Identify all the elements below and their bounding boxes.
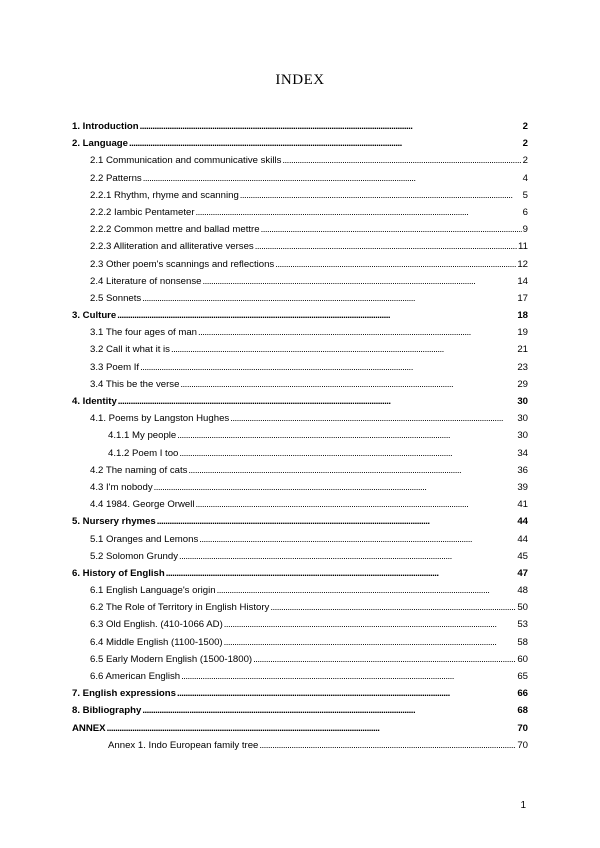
dot-leader	[166, 565, 517, 582]
toc-entry-page: 34	[517, 447, 528, 459]
dot-leader	[118, 393, 517, 410]
toc-entry-page: 36	[517, 464, 528, 476]
toc-entry[interactable]	[72, 290, 528, 307]
dot-leader	[196, 204, 522, 221]
toc-entry[interactable]	[72, 651, 528, 668]
toc-entry-label: 4. Identity	[72, 396, 117, 407]
dot-leader	[217, 582, 517, 599]
toc-entry-label: 8. Bibliography	[72, 705, 142, 717]
toc-entry[interactable]	[72, 599, 528, 616]
toc-entry-label: 2.2.3 Alliteration and alliterative verses	[90, 241, 254, 253]
toc-entry-page: 17	[517, 292, 528, 304]
dot-leader	[142, 702, 516, 719]
toc-entry[interactable]	[72, 513, 528, 530]
dot-leader	[240, 187, 522, 204]
toc-entry-page: 66	[517, 688, 528, 700]
toc-entry-page: 70	[517, 739, 528, 751]
toc-entry-label: 4.1. Poems by Langston Hughes	[90, 413, 230, 425]
toc-entry-page: 2	[522, 138, 528, 150]
dot-leader	[157, 513, 517, 530]
dot-leader	[177, 685, 516, 702]
toc-entry[interactable]	[72, 135, 528, 152]
toc-entry-page: 2	[522, 121, 528, 132]
toc-entry-label: 2. Language	[72, 138, 128, 150]
toc-entry-label: 6.2 The Role of Territory in English History	[90, 602, 270, 614]
dot-leader	[275, 256, 516, 273]
toc-entry-page: 23	[517, 361, 528, 373]
toc-entry-page: 58	[517, 636, 528, 648]
dot-leader	[117, 307, 516, 324]
dot-leader	[129, 135, 522, 152]
toc-entry[interactable]	[72, 634, 528, 651]
toc-entry-label: 6.5 Early Modern English (1500-1800)	[90, 653, 253, 665]
toc-entry-label: 3.3 Poem If	[90, 361, 140, 373]
toc-entry-page: 4	[522, 172, 528, 184]
toc-entry[interactable]	[72, 668, 528, 685]
toc-entry-page: 44	[517, 516, 528, 528]
toc-entry-label: 4.4 1984. George Orwell	[90, 499, 195, 511]
toc-entry-label: 6. History of English	[72, 567, 165, 579]
dot-leader	[230, 410, 516, 427]
toc-entry-page: 30	[517, 430, 528, 442]
dot-leader	[179, 548, 516, 565]
toc-entry[interactable]	[72, 737, 528, 754]
toc-entry-page: 19	[517, 327, 528, 339]
toc-entry-label: 3. Culture	[72, 310, 117, 322]
toc-entry-page: 14	[517, 275, 528, 287]
toc-entry-label: 4.3 I'm nobody	[90, 481, 153, 493]
toc-entry-label: Annex 1. Indo European family tree	[108, 739, 259, 751]
toc-entry[interactable]	[72, 410, 528, 427]
toc-entry-page: 53	[517, 619, 528, 631]
toc-entry[interactable]	[72, 118, 528, 135]
toc-entry-label: 7. English expressions	[72, 688, 176, 700]
toc-entry[interactable]	[72, 273, 528, 290]
dot-leader	[181, 668, 516, 685]
dot-leader	[199, 531, 516, 548]
toc-entry-page: 65	[517, 671, 528, 682]
toc-entry-label: 2.2.1 Rhythm, rhyme and scanning	[90, 189, 239, 201]
toc-entry[interactable]	[72, 376, 528, 393]
dot-leader	[196, 496, 517, 513]
toc-entry-label: 2.2.2 Iambic Pentameter	[90, 206, 195, 218]
toc-entry-page: 50	[517, 602, 528, 614]
dot-leader	[154, 479, 517, 496]
dot-leader	[198, 324, 516, 341]
toc-entry[interactable]	[72, 324, 528, 341]
toc-entry[interactable]	[72, 238, 528, 255]
toc-entry-page: 12	[517, 258, 528, 270]
dot-leader	[140, 118, 522, 135]
toc-entry-label: 3.1 The four ages of man	[90, 327, 198, 339]
toc-entry-page: 39	[517, 481, 528, 493]
toc-entry-label: 5.1 Oranges and Lemons	[90, 533, 199, 545]
dot-leader	[224, 634, 517, 651]
dot-leader	[261, 221, 522, 238]
dot-leader	[270, 599, 516, 616]
toc-entry-page: 68	[517, 705, 528, 717]
dot-leader	[180, 376, 516, 393]
toc-entry[interactable]	[72, 204, 528, 221]
dot-leader	[142, 290, 516, 307]
toc-entry-label: 6.1 English Language's origin	[90, 585, 216, 597]
toc-entry[interactable]	[72, 359, 528, 376]
toc-entry-label: 4.2 The naming of cats	[90, 464, 188, 476]
toc-entry[interactable]	[72, 427, 528, 444]
dot-leader	[107, 720, 517, 737]
toc-entry-page: 44	[517, 533, 528, 545]
page-number: 1	[520, 800, 526, 811]
toc-entry-page: 5	[522, 189, 528, 201]
dot-leader	[143, 170, 522, 187]
table-of-contents	[72, 118, 528, 754]
toc-entry[interactable]	[72, 152, 528, 169]
toc-entry-label: 3.2 Call it what it is	[90, 344, 170, 356]
dot-leader	[282, 152, 521, 169]
toc-entry[interactable]	[72, 720, 528, 737]
toc-entry-page: 11	[518, 241, 528, 253]
toc-entry[interactable]	[72, 393, 528, 410]
toc-entry-page: 45	[517, 550, 528, 562]
toc-entry-page: 48	[517, 585, 528, 597]
toc-entry-page: 18	[517, 310, 528, 322]
dot-leader	[224, 616, 517, 633]
toc-entry[interactable]	[72, 616, 528, 633]
toc-entry[interactable]	[72, 221, 528, 238]
toc-entry-page: 41	[517, 499, 528, 511]
toc-entry-label: 2.2 Patterns	[90, 172, 142, 184]
toc-entry[interactable]	[72, 496, 528, 513]
toc-entry-page: 30	[517, 413, 528, 425]
dot-leader	[140, 359, 516, 376]
toc-entry-page: 70	[517, 722, 528, 734]
dot-leader	[171, 341, 516, 358]
toc-entry-page: 47	[517, 567, 528, 579]
toc-entry[interactable]	[72, 548, 528, 565]
toc-entry-page: 30	[517, 396, 528, 407]
toc-entry-label: 3.4 This be the verse	[90, 378, 180, 390]
toc-entry-page: 6	[522, 206, 528, 218]
index-title: INDEX	[275, 72, 325, 88]
toc-entry-label: 2.1 Communication and communicative skills	[90, 155, 282, 167]
toc-entry[interactable]	[72, 341, 528, 358]
toc-entry-label: 4.1.2 Poem I too	[108, 447, 179, 459]
toc-entry[interactable]	[72, 565, 528, 582]
toc-entry-label: 6.4 Middle English (1100-1500)	[90, 636, 223, 648]
toc-entry[interactable]	[72, 582, 528, 599]
toc-entry-label: 5. Nursery rhymes	[72, 516, 156, 528]
toc-entry[interactable]	[72, 170, 528, 187]
toc-entry[interactable]	[72, 685, 528, 702]
dot-leader	[202, 273, 516, 290]
dot-leader	[255, 238, 517, 255]
dot-leader	[177, 427, 516, 444]
toc-entry-label: 2.2.2 Common mettre and ballad mettre	[90, 224, 260, 236]
toc-entry[interactable]	[72, 256, 528, 273]
toc-entry-label: 1. Introduction	[72, 121, 139, 132]
toc-entry-label: 2.3 Other poem's scannings and reflections	[90, 258, 275, 270]
toc-entry[interactable]	[72, 187, 528, 204]
toc-entry-label: 6.3 Old English. (410-1066 AD)	[90, 619, 223, 631]
dot-leader	[188, 462, 516, 479]
toc-entry-page: 60	[517, 653, 528, 665]
toc-entry[interactable]	[72, 479, 528, 496]
dot-leader	[253, 651, 516, 668]
toc-entry-label: 4.1.1 My people	[108, 430, 177, 442]
toc-entry-label: 2.5 Sonnets	[90, 292, 142, 304]
toc-entry[interactable]	[72, 462, 528, 479]
toc-entry-label: 5.2 Solomon Grundy	[90, 550, 178, 562]
toc-entry[interactable]	[72, 307, 528, 324]
toc-entry[interactable]	[72, 445, 528, 462]
toc-entry-page: 21	[517, 344, 528, 356]
toc-entry-page: 2	[522, 155, 528, 167]
toc-entry[interactable]	[72, 531, 528, 548]
toc-entry-page: 9	[522, 224, 528, 236]
toc-entry[interactable]	[72, 702, 528, 719]
toc-entry-label: ANNEX	[72, 722, 106, 734]
dot-leader	[259, 737, 516, 754]
toc-entry-label: 6.6 American English	[90, 671, 181, 682]
dot-leader	[179, 445, 516, 462]
toc-entry-label: 2.4 Literature of nonsense	[90, 275, 202, 287]
toc-entry-page: 29	[517, 378, 528, 390]
